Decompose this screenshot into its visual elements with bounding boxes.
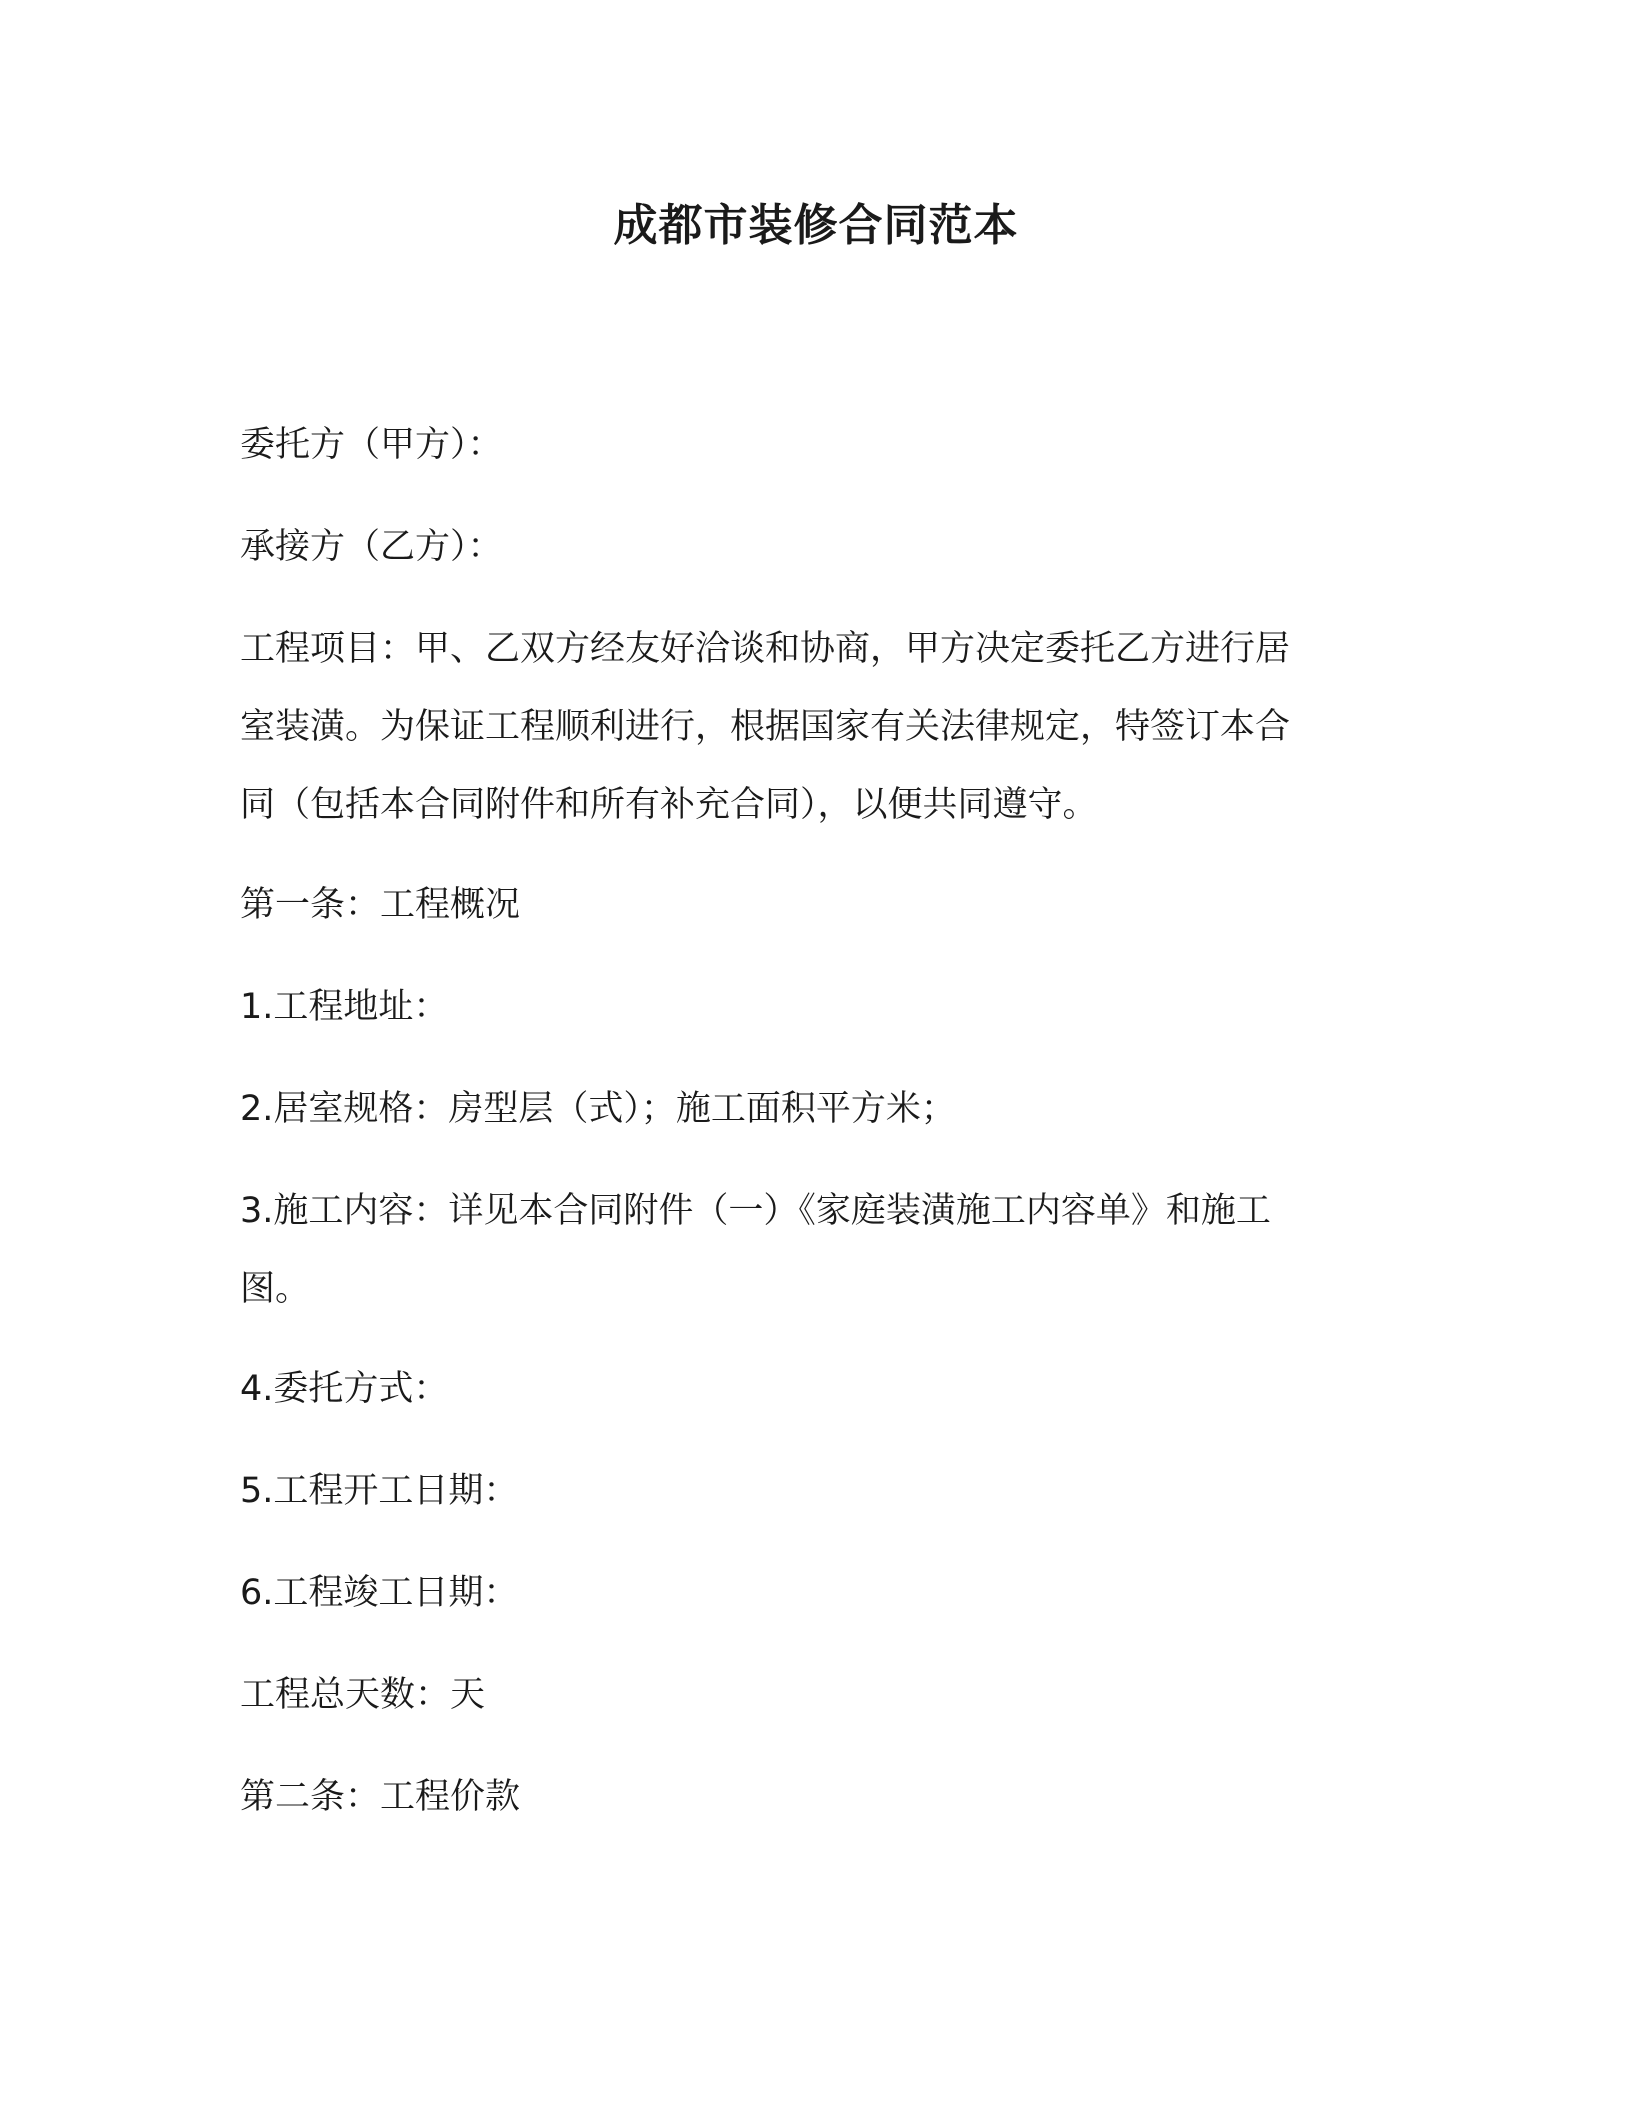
item-completion-date: 6.工程竣工日期： [240, 1573, 519, 1613]
item-construction-content: 3.施工内容：详见本合同附件（一）《家庭装潢施工内容单》和施工 图。 [240, 1191, 1271, 1309]
article-1-heading: 第一条：工程概况 [240, 885, 521, 925]
article-2-heading: 第二条：工程价款 [240, 1777, 521, 1817]
project-intro-paragraph: 工程项目：甲、乙双方经友好洽谈和协商，甲方决定委托乙方进行居 室装潢。为保证工程顺利进行，根据国家有关法律规定，特签订本合 同（包括本合同附件和所有补充合同），以便共同遵守。 [240, 629, 1291, 825]
total-days-line: 工程总天数：天 [240, 1675, 486, 1715]
item-project-address: 1.工程地址： [240, 987, 449, 1027]
document-title: 成都市装修合同范本 [613, 200, 1019, 251]
item-start-date: 5.工程开工日期： [240, 1471, 519, 1511]
party-b-line: 承接方（乙方）： [240, 527, 503, 567]
party-a-line: 委托方（甲方）： [240, 425, 503, 465]
item-commission-method: 4.委托方式： [240, 1369, 449, 1409]
item-room-spec: 2.居室规格：房型层（式）；施工面积平方米； [240, 1089, 956, 1129]
